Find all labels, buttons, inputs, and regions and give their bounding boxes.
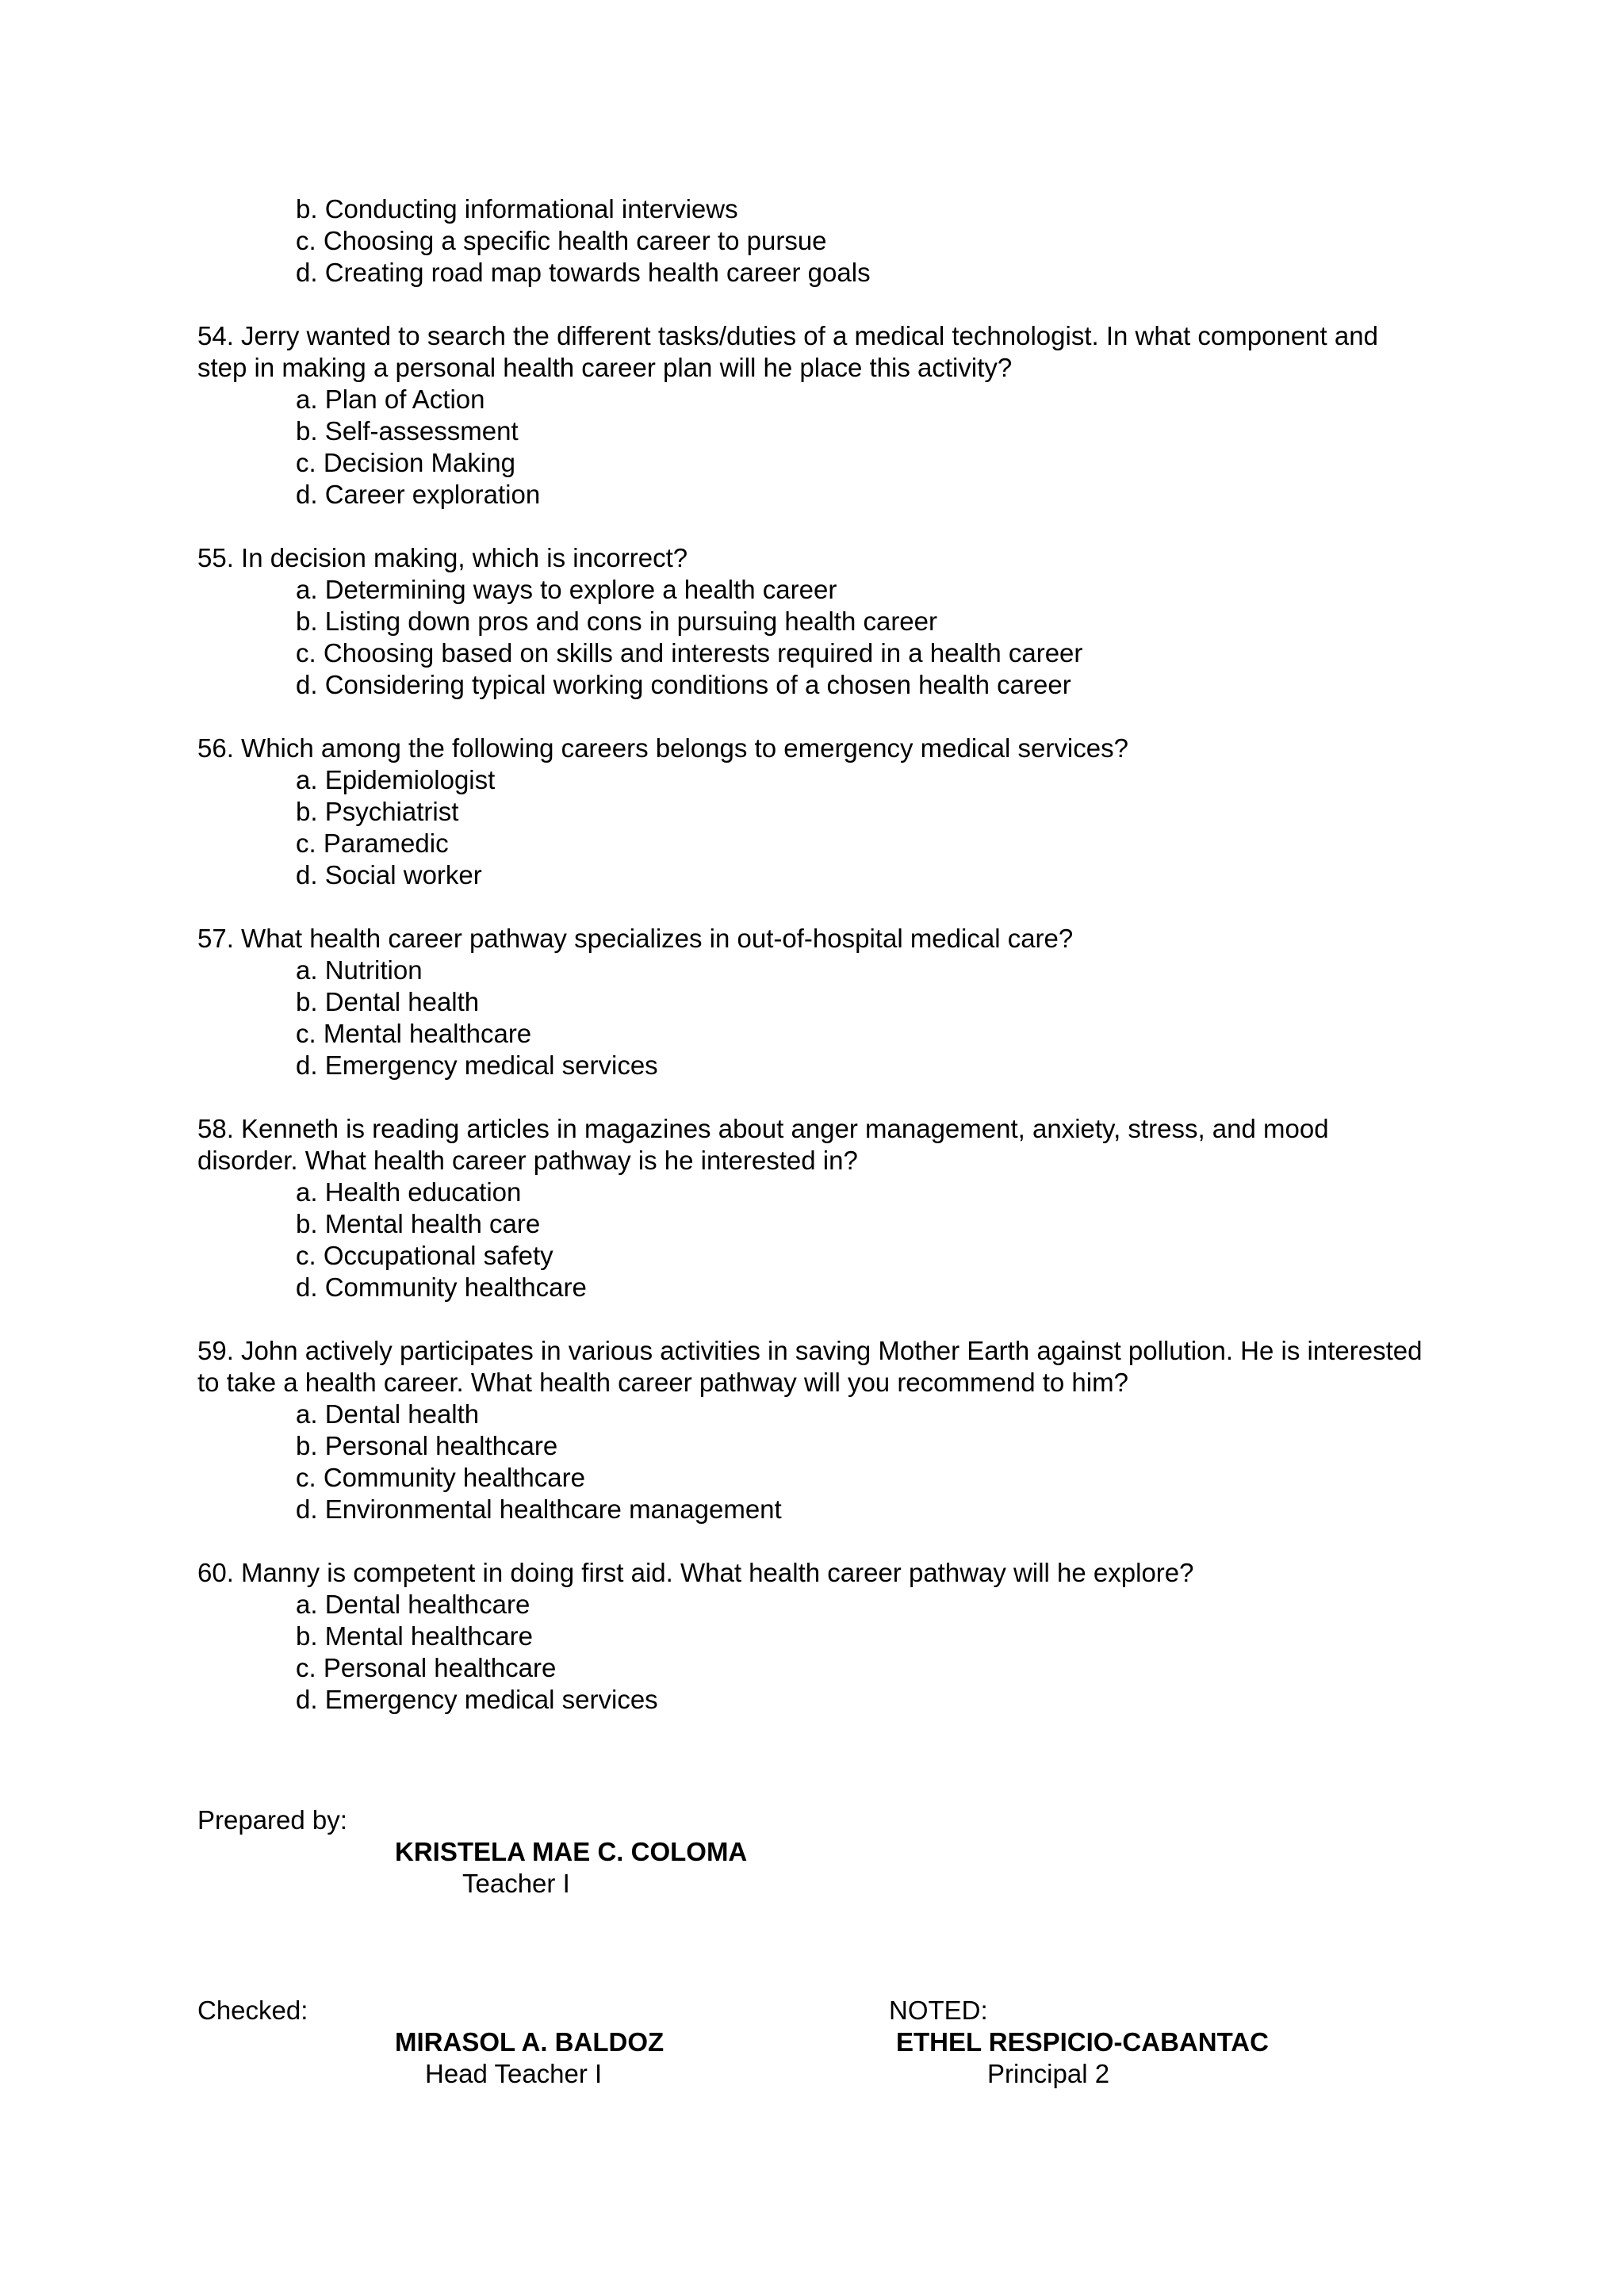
option: c. Community healthcare — [296, 1463, 585, 1492]
question-text: 54. Jerry wanted to search the different tasks/duties of a medical technologist. In what component and step in making a personal health career plan will he place this activity? — [197, 321, 1378, 382]
option: a. Plan of Action — [296, 385, 485, 414]
option: d. Emergency medical services — [296, 1685, 658, 1714]
option: d. Career exploration — [296, 480, 541, 509]
question-55 — [197, 542, 1434, 701]
question-59 — [197, 1335, 1434, 1525]
option: d. Environmental healthcare management — [296, 1494, 782, 1524]
questions-body — [197, 193, 1434, 1716]
option: d. Community healthcare — [296, 1272, 587, 1302]
prepared-by-name: KRISTELA MAE C. COLOMA — [395, 1837, 748, 1866]
question-57 — [197, 923, 1434, 1081]
option: b. Mental healthcare — [296, 1621, 534, 1651]
question-text: 59. John actively participates in various activities in saving Mother Earth against pollution. He is interested to take a health career. What health career pathway will you recommend to him? — [197, 1336, 1423, 1397]
option: c. Choosing a specific health career to pursue — [296, 226, 827, 255]
option: b. Self-assessment — [296, 416, 519, 446]
question-text: 60. Manny is competent in doing first aid. What health career pathway will he explore? — [197, 1558, 1194, 1587]
option: a. Epidemiologist — [296, 765, 496, 794]
question-60 — [197, 1557, 1434, 1716]
noted-by-name: ETHEL RESPICIO-CABANTAC — [896, 2027, 1269, 2057]
question-text: 55. In decision making, which is incorrect? — [197, 543, 688, 572]
option: a. Determining ways to explore a health career — [296, 575, 837, 604]
option: d. Social worker — [296, 860, 482, 890]
option: a. Health education — [296, 1177, 522, 1207]
option: c. Occupational safety — [296, 1241, 553, 1270]
option: a. Dental healthcare — [296, 1590, 530, 1619]
option: b. Personal healthcare — [296, 1431, 558, 1460]
option: c. Mental healthcare — [296, 1019, 532, 1048]
option: b. Mental health care — [296, 1209, 541, 1238]
option: a. Nutrition — [296, 955, 423, 985]
option: b. Psychiatrist — [296, 797, 459, 826]
prepared-by-title: Teacher I — [462, 1869, 570, 1898]
checked-by-title: Head Teacher I — [425, 2059, 603, 2088]
question-text: 56. Which among the following careers belongs to emergency medical services? — [197, 733, 1128, 763]
noted-by-title: Principal 2 — [987, 2059, 1110, 2088]
option: d. Emergency medical services — [296, 1050, 658, 1080]
checked-by-name: MIRASOL A. BALDOZ — [395, 2027, 665, 2057]
question-text: 57. What health career pathway specializes in out-of-hospital medical care? — [197, 924, 1074, 953]
option: c. Paramedic — [296, 828, 449, 858]
question-54 — [197, 320, 1434, 511]
question-56 — [197, 733, 1434, 891]
checked-label: Checked: — [197, 1996, 308, 2025]
prepared-by-label: Prepared by: — [197, 1805, 347, 1835]
option: d. Considering typical working conditions of a chosen health career — [296, 670, 1071, 699]
option: b. Listing down pros and cons in pursuing health career — [296, 607, 937, 636]
option: b. Dental health — [296, 987, 480, 1016]
noted-label: NOTED: — [889, 1996, 988, 2025]
question-text: 58. Kenneth is reading articles in magazines about anger management, anxiety, stress, and mood disorder. What health career pathway is he interested in? — [197, 1114, 1329, 1175]
option: c. Decision Making — [296, 448, 515, 477]
option: c. Choosing based on skills and interests required in a health career — [296, 638, 1083, 668]
question-58 — [197, 1113, 1434, 1303]
option: c. Personal healthcare — [296, 1653, 557, 1682]
option: d. Creating road map towards health career goals — [296, 258, 871, 287]
option: b. Conducting informational interviews — [296, 194, 738, 224]
continued-options — [197, 193, 1434, 289]
option: a. Dental health — [296, 1399, 480, 1429]
